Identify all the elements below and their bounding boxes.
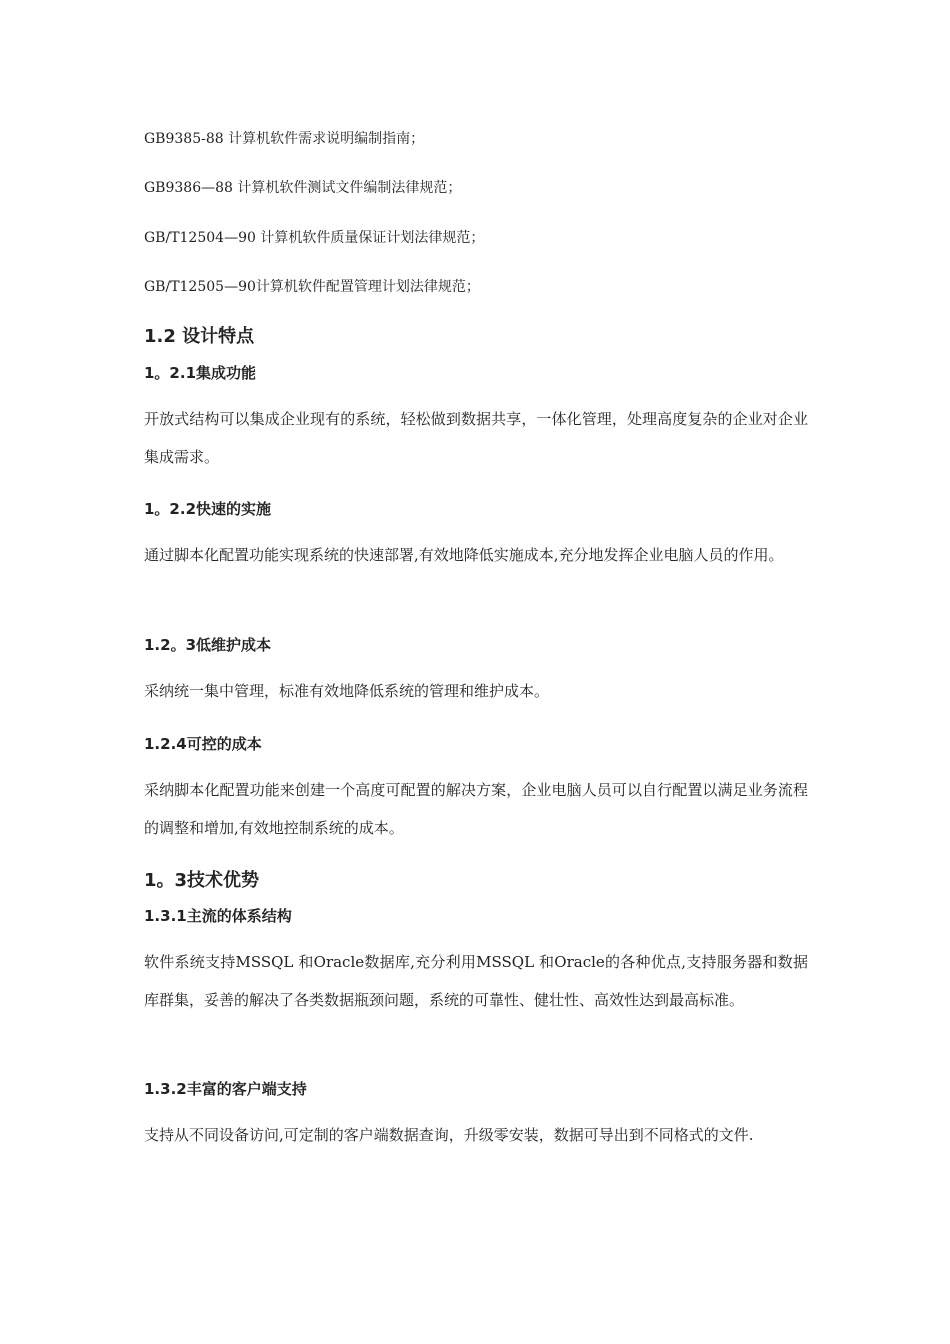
reference-line: GB9385-88 计算机软件需求说明编制指南； [144, 131, 425, 147]
subsection-heading: 1.3.1主流的体系结构 [144, 907, 292, 925]
reference-line: GB9386—88 计算机软件测试文件编制法律规范； [144, 180, 462, 196]
subsection-heading: 1。2.1集成功能 [144, 364, 257, 382]
subsection-heading: 1。2.2快速的实施 [144, 500, 272, 518]
subsection-heading: 1.2.4可控的成本 [144, 735, 262, 753]
paragraph: 支持从不同设备访问,可定制的客户端数据查询，升级零安装，数据可导出到不同格式的文件. [144, 1126, 754, 1144]
paragraph: 开放式结构可以集成企业现有的系统，轻松做到数据共享，一体化管理，处理高度复杂的企业对企业集成需求。 [144, 410, 808, 466]
reference-line: GB/T12504—90 计算机软件质量保证计划法律规范； [144, 230, 485, 246]
paragraph: 采纳脚本化配置功能来创建一个高度可配置的解决方案，企业电脑人员可以自行配置以满足业务流程的调整和增加,有效地控制系统的成本。 [144, 781, 808, 837]
subsection-heading: 1.2。3低维护成本 [144, 636, 272, 654]
reference-line: GB/T12505—90计算机软件配置管理计划法律规范； [144, 279, 480, 295]
paragraph: 采纳统一集中管理，标准有效地降低系统的管理和维护成本。 [144, 682, 550, 700]
section-heading: 1。3技术优势 [144, 870, 260, 891]
section-heading: 1.2 设计特点 [144, 326, 255, 347]
paragraph: 通过脚本化配置功能实现系统的快速部署,有效地降低实施成本,充分地发挥企业电脑人员的作用。 [144, 546, 784, 564]
subsection-heading: 1.3.2丰富的客户端支持 [144, 1080, 307, 1098]
paragraph: 软件系统支持MSSQL 和Oracle数据库,充分利用MSSQL 和Oracle的各种优点,支持服务器和数据库群集，妥善的解决了各类数据瓶颈问题，系统的可靠性、健壮性、高效性达到最高标准。 [144, 953, 808, 1009]
